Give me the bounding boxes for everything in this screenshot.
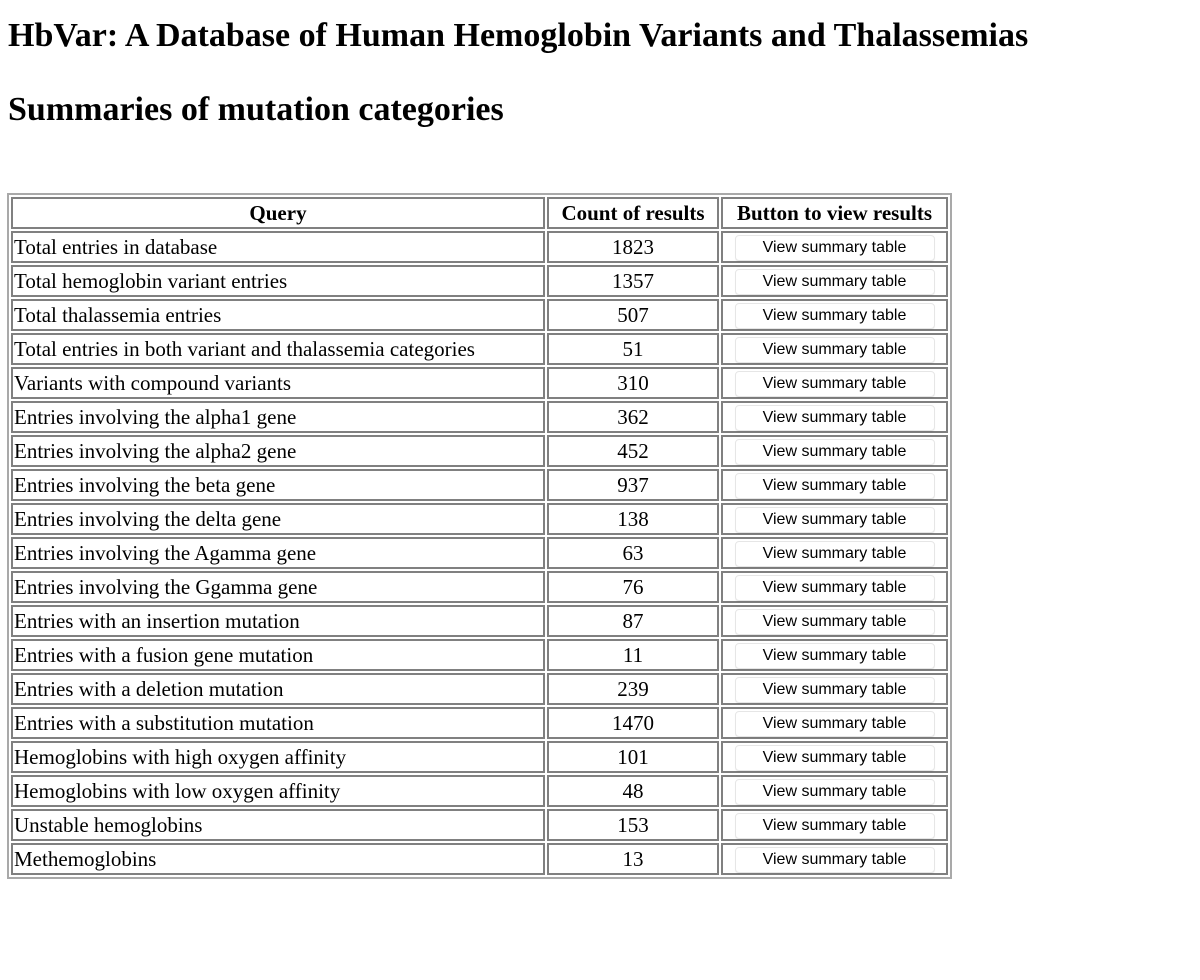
- header-button: Button to view results: [721, 197, 948, 229]
- view-summary-table-button[interactable]: View summary table: [735, 643, 935, 669]
- table-row: [11, 537, 948, 569]
- view-summary-table-button[interactable]: View summary table: [735, 235, 935, 261]
- count-cell: 87: [547, 605, 719, 637]
- header-query: Query: [11, 197, 545, 229]
- query-cell: Total entries in both variant and thalassemia categories: [11, 333, 545, 365]
- query-cell: Entries involving the alpha2 gene: [11, 435, 545, 467]
- view-summary-table-button[interactable]: View summary table: [735, 711, 935, 737]
- button-cell: [721, 299, 948, 331]
- query-cell: Variants with compound variants: [11, 367, 545, 399]
- query-cell: Entries with an insertion mutation: [11, 605, 545, 637]
- view-summary-table-button[interactable]: View summary table: [735, 813, 935, 839]
- query-cell: Entries involving the Ggamma gene: [11, 571, 545, 603]
- view-summary-table-button[interactable]: View summary table: [735, 269, 935, 295]
- button-cell: [721, 707, 948, 739]
- table-row: [11, 299, 948, 331]
- view-summary-table-button[interactable]: View summary table: [735, 439, 935, 465]
- table-row: [11, 265, 948, 297]
- page-subtitle: Summaries of mutation categories: [8, 91, 504, 128]
- count-cell: 63: [547, 537, 719, 569]
- table-row: [11, 673, 948, 705]
- view-summary-table-button[interactable]: View summary table: [735, 677, 935, 703]
- view-summary-table-button[interactable]: View summary table: [735, 303, 935, 329]
- results-table-frame: [7, 193, 952, 879]
- count-cell: 507: [547, 299, 719, 331]
- count-cell: 48: [547, 775, 719, 807]
- button-cell: [721, 469, 948, 501]
- button-cell: [721, 367, 948, 399]
- view-summary-table-button[interactable]: View summary table: [735, 405, 935, 431]
- count-cell: 452: [547, 435, 719, 467]
- results-table: [9, 195, 950, 877]
- count-cell: 13: [547, 843, 719, 875]
- query-cell: Total thalassemia entries: [11, 299, 545, 331]
- table-row: [11, 843, 948, 875]
- button-cell: [721, 809, 948, 841]
- count-cell: 76: [547, 571, 719, 603]
- count-cell: 138: [547, 503, 719, 535]
- view-summary-table-button[interactable]: View summary table: [735, 609, 935, 635]
- query-cell: Methemoglobins: [11, 843, 545, 875]
- button-cell: [721, 537, 948, 569]
- button-cell: [721, 843, 948, 875]
- count-cell: 11: [547, 639, 719, 671]
- button-cell: [721, 503, 948, 535]
- count-cell: 1470: [547, 707, 719, 739]
- view-summary-table-button[interactable]: View summary table: [735, 847, 935, 873]
- count-cell: 153: [547, 809, 719, 841]
- table-row: [11, 367, 948, 399]
- table-row: [11, 231, 948, 263]
- view-summary-table-button[interactable]: View summary table: [735, 337, 935, 363]
- table-row: [11, 775, 948, 807]
- query-cell: Total entries in database: [11, 231, 545, 263]
- query-cell: Entries involving the beta gene: [11, 469, 545, 501]
- button-cell: [721, 639, 948, 671]
- view-summary-table-button[interactable]: View summary table: [735, 541, 935, 567]
- query-cell: Entries involving the Agamma gene: [11, 537, 545, 569]
- button-cell: [721, 775, 948, 807]
- view-summary-table-button[interactable]: View summary table: [735, 779, 935, 805]
- view-summary-table-button[interactable]: View summary table: [735, 507, 935, 533]
- query-cell: Entries with a substitution mutation: [11, 707, 545, 739]
- table-row: [11, 809, 948, 841]
- view-summary-table-button[interactable]: View summary table: [735, 575, 935, 601]
- table-row: [11, 741, 948, 773]
- button-cell: [721, 741, 948, 773]
- button-cell: [721, 333, 948, 365]
- table-row: [11, 639, 948, 671]
- button-cell: [721, 571, 948, 603]
- count-cell: 51: [547, 333, 719, 365]
- query-cell: Unstable hemoglobins: [11, 809, 545, 841]
- button-cell: [721, 401, 948, 433]
- table-row: [11, 571, 948, 603]
- button-cell: [721, 605, 948, 637]
- table-row: [11, 605, 948, 637]
- table-row: [11, 435, 948, 467]
- view-summary-table-button[interactable]: View summary table: [735, 745, 935, 771]
- count-cell: 1357: [547, 265, 719, 297]
- button-cell: [721, 231, 948, 263]
- query-cell: Hemoglobins with high oxygen affinity: [11, 741, 545, 773]
- header-count: Count of results: [547, 197, 719, 229]
- table-row: [11, 503, 948, 535]
- count-cell: 1823: [547, 231, 719, 263]
- table-header-row: [11, 197, 948, 229]
- count-cell: 239: [547, 673, 719, 705]
- query-cell: Entries with a fusion gene mutation: [11, 639, 545, 671]
- view-summary-table-button[interactable]: View summary table: [735, 371, 935, 397]
- query-cell: Entries involving the delta gene: [11, 503, 545, 535]
- results-body: [11, 231, 948, 875]
- count-cell: 310: [547, 367, 719, 399]
- query-cell: Entries with a deletion mutation: [11, 673, 545, 705]
- query-cell: Hemoglobins with low oxygen affinity: [11, 775, 545, 807]
- count-cell: 101: [547, 741, 719, 773]
- table-row: [11, 707, 948, 739]
- query-cell: Entries involving the alpha1 gene: [11, 401, 545, 433]
- query-cell: Total hemoglobin variant entries: [11, 265, 545, 297]
- view-summary-table-button[interactable]: View summary table: [735, 473, 935, 499]
- page-title: HbVar: A Database of Human Hemoglobin Variants and Thalassemias: [8, 17, 1029, 54]
- table-row: [11, 469, 948, 501]
- count-cell: 362: [547, 401, 719, 433]
- table-row: [11, 401, 948, 433]
- button-cell: [721, 265, 948, 297]
- button-cell: [721, 673, 948, 705]
- count-cell: 937: [547, 469, 719, 501]
- button-cell: [721, 435, 948, 467]
- table-row: [11, 333, 948, 365]
